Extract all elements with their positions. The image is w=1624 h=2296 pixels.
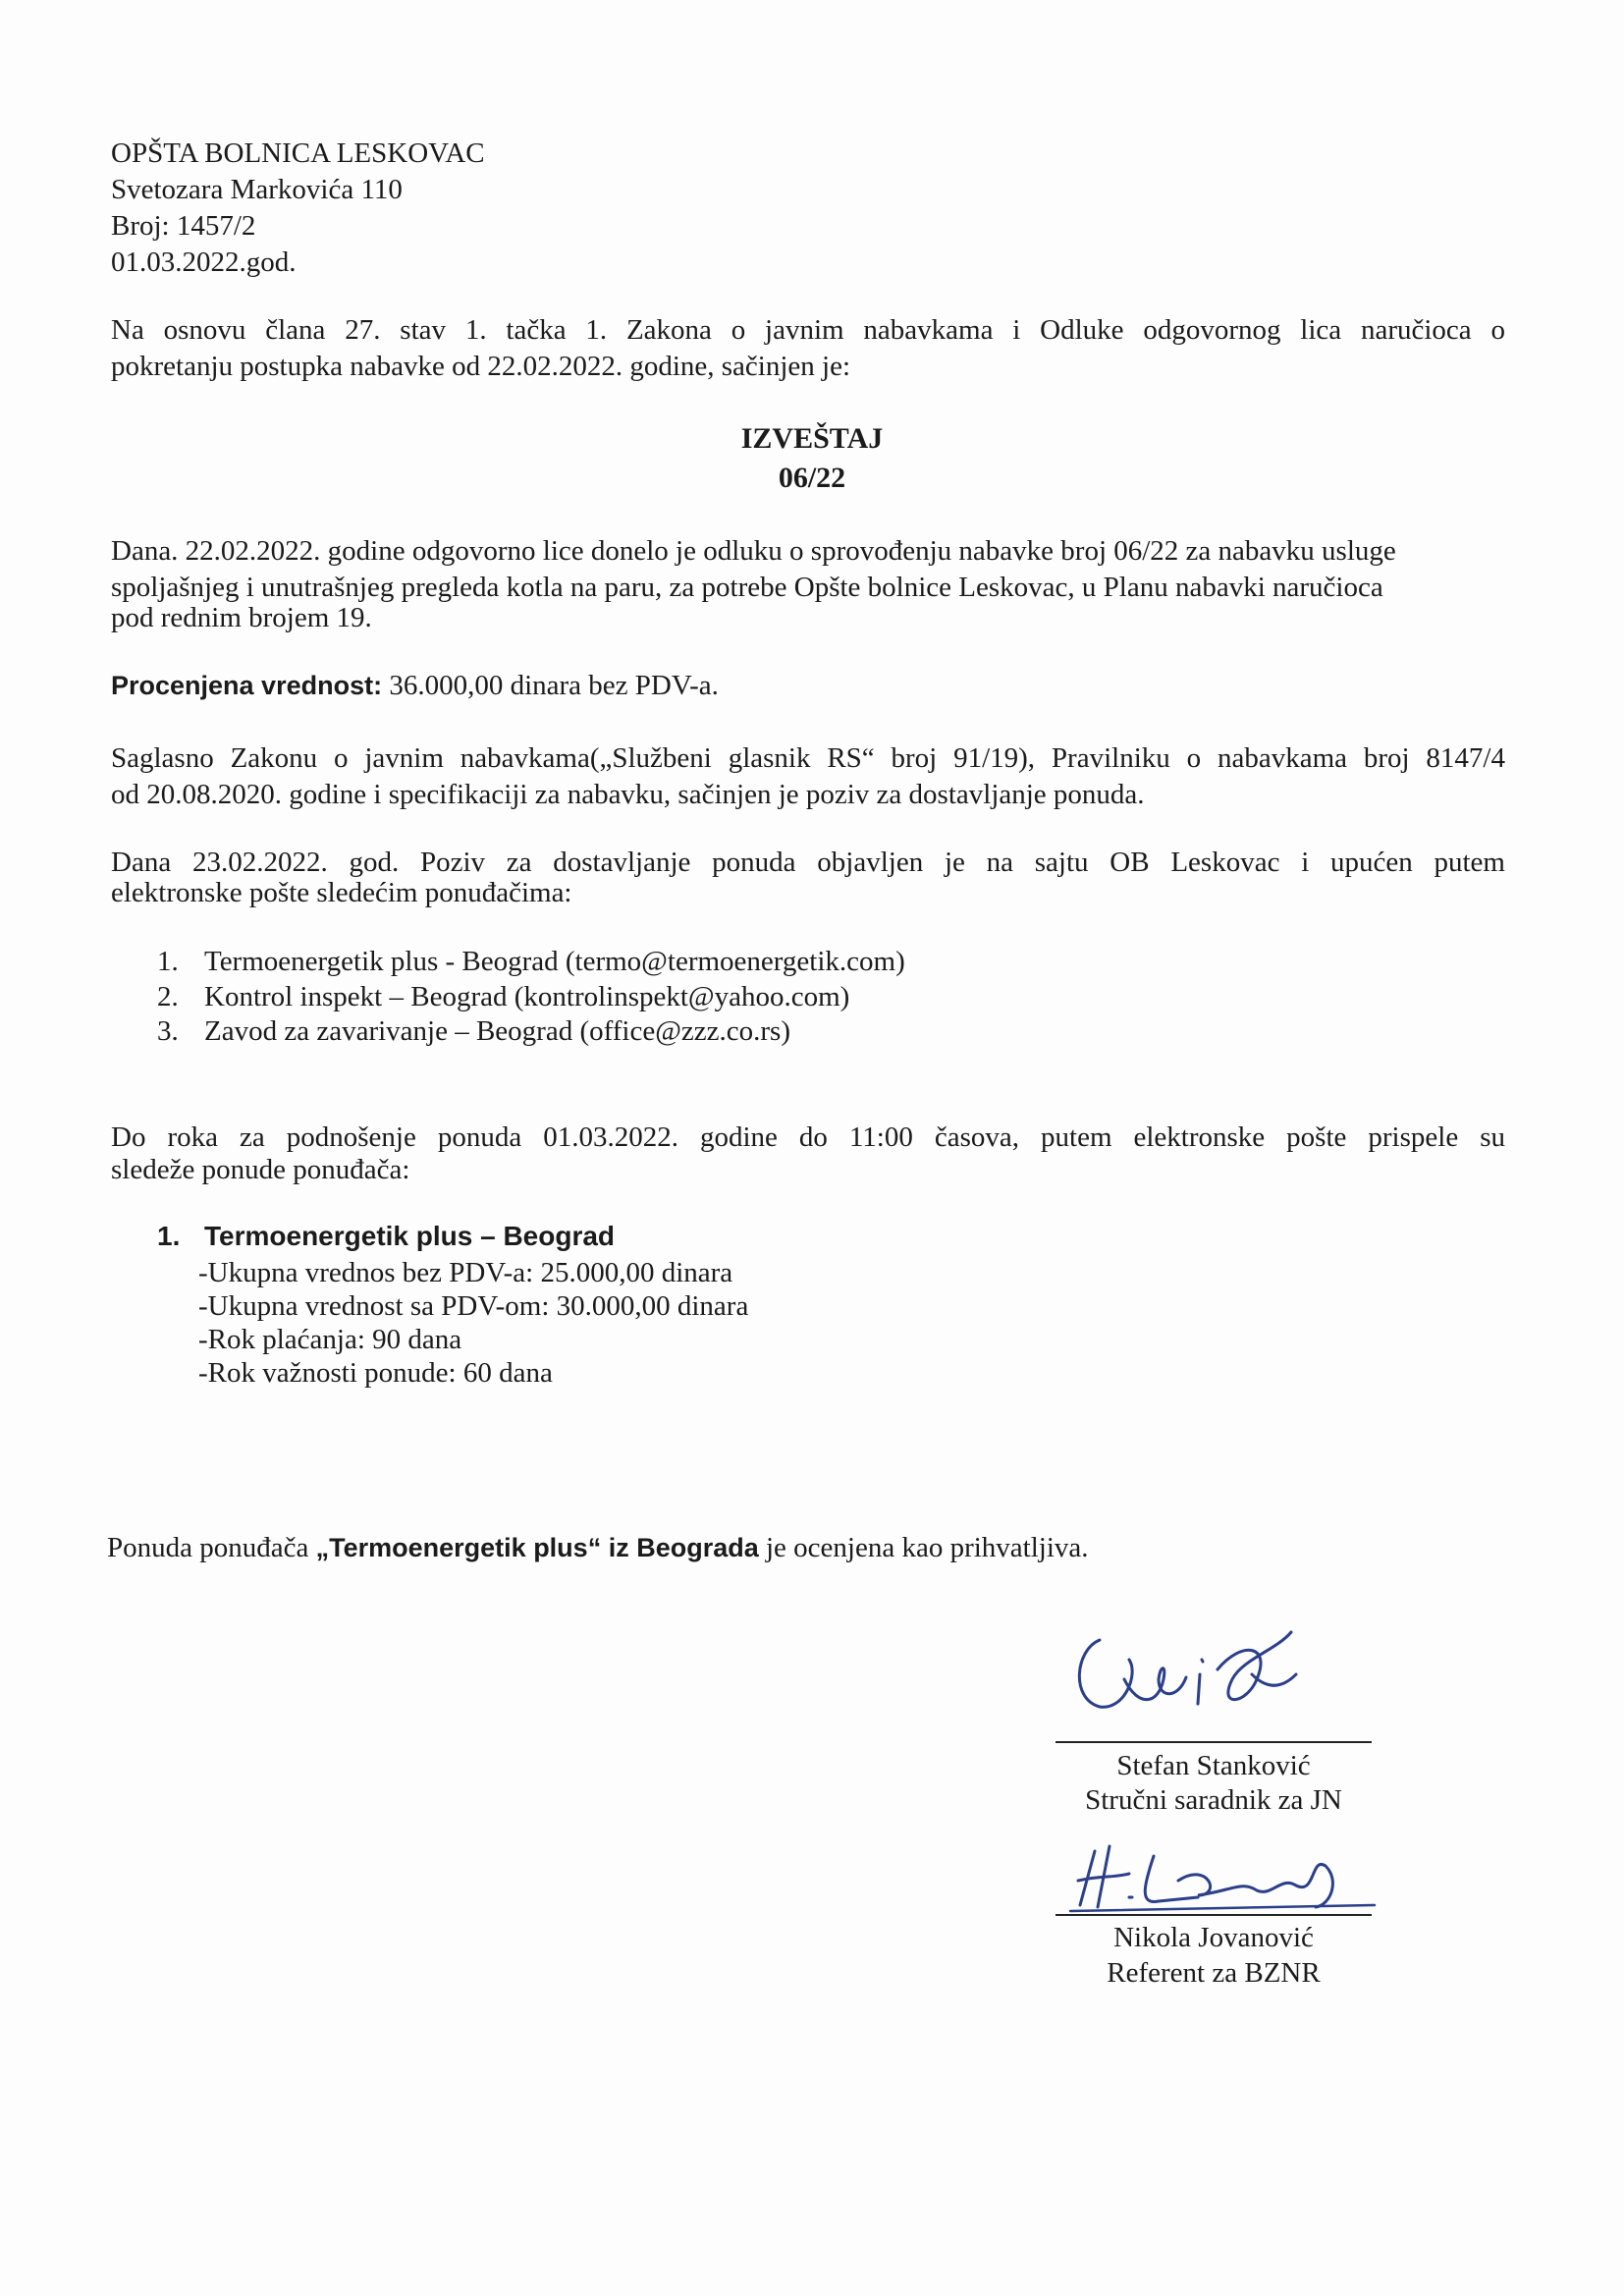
signature-line (1056, 1741, 1372, 1743)
list-number: 1. (157, 946, 179, 977)
list-number: 2. (157, 981, 179, 1012)
offer-detail: -Ukupna vrednost sa PDV-om: 30.000,00 dinara (198, 1290, 749, 1322)
conclusion-bidder: „Termoenergetik plus“ iz Beograda (315, 1533, 759, 1562)
document-number: Broj: 1457/2 (111, 210, 256, 242)
document-date: 01.03.2022.god. (111, 246, 297, 278)
handwritten-signature-1 (1070, 1620, 1326, 1728)
list-number: 3. (157, 1015, 179, 1047)
bidder-text: Zavod za zavarivanje – Beograd (office@zzz.co.rs) (204, 1015, 790, 1047)
deadline-line-1: Do roka za podnošenje ponuda 01.03.2022. godine do 11:00 časova, putem elektronske pošte prispele su (111, 1121, 1505, 1153)
org-name: OPŠTA BOLNICA LESKOVAC (111, 137, 485, 169)
estimate-label: Procenjena vrednost: (111, 671, 383, 700)
offer-heading (157, 1221, 615, 1252)
intro-line-1: Na osnovu člana 27. stav 1. tačka 1. Zakona o javnim nabavkama i Odluke odgovornog lica naručioca o (111, 314, 1505, 346)
deadline-line-2: sledeže ponude ponuđača: (111, 1154, 410, 1185)
decision-line-3: pod rednim brojem 19. (111, 602, 372, 633)
bidder-text: Kontrol inspekt – Beograd (kontrolinspekt@yahoo.com) (204, 981, 850, 1012)
invitation-line-2: elektronske pošte sledećim ponuđačima: (111, 877, 572, 908)
signature-line (1056, 1914, 1372, 1916)
signatory-name: Stefan Stanković (1116, 1750, 1311, 1781)
offer-detail: -Rok plaćanja: 90 dana (198, 1324, 462, 1355)
decision-line-2: spoljašnjeg i unutrašnjeg pregleda kotla na paru, za potrebe Opšte bolnice Leskovac, u Planu nabavki naručioca (111, 572, 1383, 603)
report-title: IZVEŠTAJ (740, 422, 884, 455)
offer-name: Termoenergetik plus – Beograd (204, 1221, 616, 1251)
report-number: 06/22 (778, 462, 846, 494)
conclusion-prefix: Ponuda ponuđača (107, 1532, 309, 1563)
conclusion-suffix: je ocenjena kao prihvatljiva. (765, 1532, 1089, 1563)
handwritten-signature-2 (1060, 1836, 1384, 1915)
estimated-value (111, 670, 719, 702)
org-address: Svetozara Markovića 110 (111, 174, 403, 205)
bidder-item (157, 981, 849, 1013)
list-number: 1. (157, 1221, 181, 1251)
decision-line-1: Dana. 22.02.2022. godine odgovorno lice donelo je odluku o sprovođenju nabavke broj 06/22 za nabavku usluge (111, 535, 1396, 567)
offer-detail: -Rok važnosti ponude: 60 dana (198, 1357, 553, 1389)
signatory-name: Nikola Jovanović (1113, 1922, 1314, 1953)
signatory-role: Referent za BZNR (1107, 1957, 1321, 1989)
legal-line-2: od 20.08.2020. godine i specifikaciji za nabavku, sačinjen je poziv za dostavljanje ponuda. (111, 779, 1145, 810)
intro-line-2: pokretanju postupka nabavke od 22.02.2022. godine, sačinjen je: (111, 351, 851, 382)
legal-line-1: Saglasno Zakonu o javnim nabavkama(„Službeni glasnik RS“ broj 91/19), Pravilniku o nabavkama broj 8147/4 (111, 742, 1505, 774)
bidder-item (157, 1015, 790, 1048)
invitation-line-1: Dana 23.02.2022. god. Poziv za dostavljanje ponuda objavljen je na sajtu OB Leskovac i upućen putem (111, 847, 1505, 878)
estimate-value: 36.000,00 dinara bez PDV-a. (389, 670, 719, 701)
signatory-role: Stručni saradnik za JN (1085, 1784, 1342, 1816)
conclusion (107, 1532, 1089, 1564)
bidder-text: Termoenergetik plus - Beograd (termo@termoenergetik.com) (204, 946, 905, 977)
bidder-item (157, 946, 905, 978)
offer-detail: -Ukupna vrednos bez PDV-a: 25.000,00 dinara (198, 1257, 733, 1288)
